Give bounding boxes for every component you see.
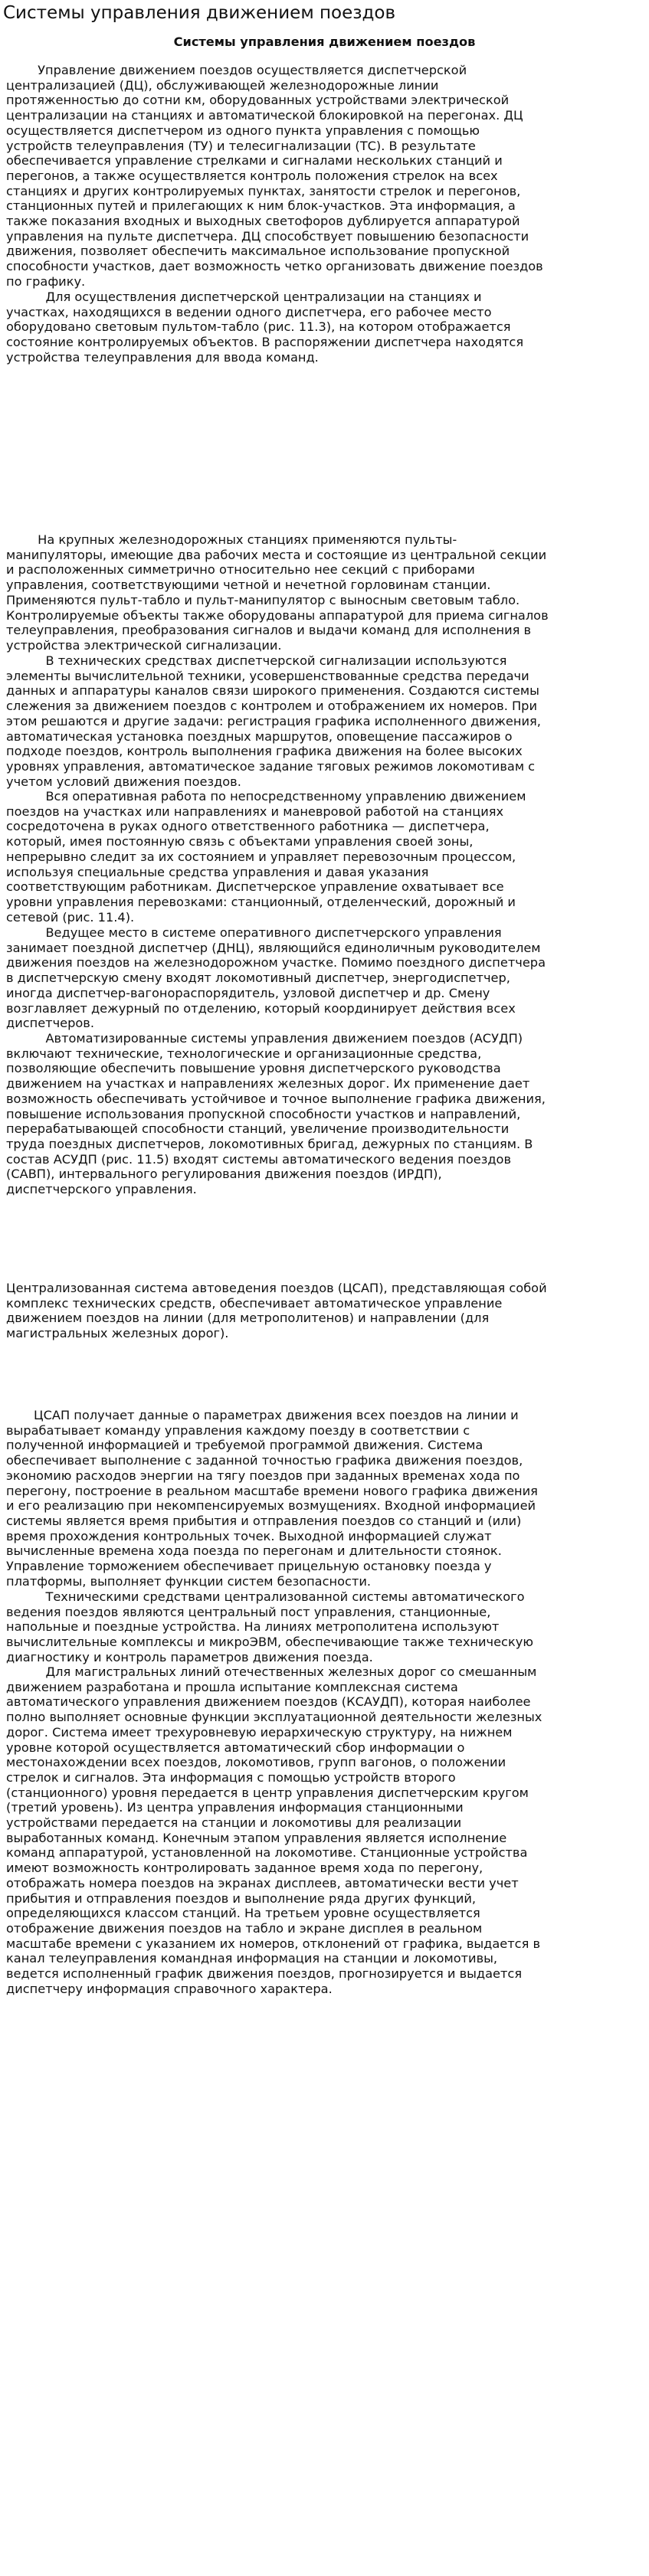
paragraph-tsap-hardware: Техническими средствами централизованной системы автоматического ведения поездов являются центральный пост управления, станционные, напольные и поездные устройства. На линиях метрополитена используют вычислительные комплексы и микроЭВМ, обеспечивающие также техническую диагностику и контроль параметров движения поезда.	[6, 1589, 533, 1664]
document-title: Системы управления движением поездов	[3, 3, 395, 23]
paragraph-train-dispatcher: Ведущее место в системе оперативного диспетчерского управления занимает поездной диспетчер (ДНЦ), являющийся единоличным руководителем движения поездов на железнодорожном участке. Помимо поездного диспетчера в диспетчерскую смену входят локомотивный диспетчер, энергодиспетчер, иногда диспетчер-вагонораспорядитель, узловой диспетчер и др. Смену возглавляет дежурный по отделению, который координирует действия всех диспетчеров.	[6, 925, 546, 1031]
paragraph-control-consoles: На крупных железнодорожных станциях применяются пульты- манипуляторы, имеющие два рабочих места и состоящие из центральной секции и расположенных симметрично относительно нее секций с приборами управления, соответствующими четной и нечетной горловинам станции. Применяются пульт-табло и пульт-манипулятор с выносным световым табло. Контролируемые объекты также оборудованы аппаратурой для приема сигналов телеуправления, преобразования сигналов и выдачи команд для исполнения в устройства электрической сигнализации.	[6, 532, 549, 653]
paragraph-operational-work: Вся оперативная работа по непосредственному управлению движением поездов на участках или направлениях и маневровой работой на станциях сосредоточена в руках одного ответственного работника — диспетчера, который, имея постоянную связь с объектами управления своей зоны, непрерывно следит за их состоянием и управляет перевозочным процессом, используя специальные средства управления и давая указания соответствующим работникам. Диспетчерское управление охватывает все уровни управления перевозками: станционный, отделенческий, дорожный и сетевой (рис. 11.4).	[6, 789, 526, 925]
paragraph-tsap-operation: ЦСАП получает данные о параметрах движения всех поездов на линии и вырабатывает команду управления каждому поезду в соответствии с полученной информацией и требуемой программой движения. Система обеспечивает выполнение с заданной точностью графика движения поездов, экономию расходов энергии на тягу поездов при заданных временах хода по перегону, построение в реальном масштабе времени нового графика движения и его реализацию при некомпенсируемых возмущениях. Входной информацией системы является время прибытия и отправления поездов со станций и (или) время прохождения контрольных точек. Выходной информацией служат вычисленные времена хода поезда по перегонам и длительности стоянок. Управление торможением обеспечивает прицельную остановку поезда у платформы, выполняет функции систем безопасности.	[6, 1408, 538, 1589]
paragraph-ksaudp: Для магистральных линий отечественных железных дорог со смешанным движением разработана и прошла испытание комплексная система автоматического управления движением поездов (КСАУДП), которая наиболее полно выполняет основные функции эксплуатационной деятельности железных дорог. Система имеет трехуровневую иерархическую структуру, на нижнем уровне которой осуществляется автоматический сбор информации о местонахождении всех поездов, локомотивов, групп вагонов, о положении стрелок и сигналов. Эта информация с помощью устройств второго (станционного) уровня передается в центр управления диспетчерским кругом (третий уровень). Из центра управления информация станционными устройствами передается на станции и локомотивы для реализации выработанных команд. Конечным этапом управления является исполнение команд аппаратурой, установленной на локомотиве. Станционные устройства имеют возможность контролировать заданное время хода по перегону, отображать номера поездов на экранах дисплеев, автоматически вести учет прибытия и отправления поездов и выполнение ряда других функций, определяющихся классом станций. На третьем уровне осуществляется отображение движения поездов на табло и экране дисплея в реальном масштабе времени с указанием их номеров, отклонений от графика, выдается в канал телеуправления командная информация на станции и локомотивы, ведется исполненный график движения поездов, прогнозируется и выдается диспетчеру информация справочного характера.	[6, 1664, 542, 1996]
document-subtitle: Системы управления движением поездов	[173, 34, 476, 49]
paragraph-asudp: Автоматизированные системы управления движением поездов (АСУДП) включают технические, технологические и организационные средства, позволяющие обеспечить повышение уровня диспетчерского руководства движением на участках и направлениях железных дорог. Их применение дает возможность обеспечивать устойчивое и точное выполнение графика движения, повышение использования пропускной способности участков и направлений, перерабатывающей способности станций, увеличение производительности труда поездных диспетчеров, локомотивных бригад, дежурных по станциям. В состав АСУДП (рис. 11.5) входят системы автоматического ведения поездов (САВП), интервального регулирования движения поездов (ИРДП), диспетчерского управления.	[6, 1031, 546, 1197]
paragraph-tsap-definition: Централизованная система автоведения поездов (ЦСАП), представляющая собой комплекс технических средств, обеспечивает автоматическое управление движением поездов на линии (для метрополитенов) и направлении (для магистральных железных дорог).	[6, 1281, 547, 1341]
paragraph-dispatcher-workplace: Для осуществления диспетчерской централизации на станциях и участках, находящихся в ведении одного диспетчера, его рабочее место оборудовано световым пультом-табло (рис. 11.3), на котором отображается состояние контролируемых объектов. В распоряжении диспетчера находятся устройства телеуправления для ввода команд.	[6, 290, 524, 365]
paragraph-signalling-technology: В технических средствах диспетчерской сигнализации используются элементы вычислительной техники, усовершенствованные средства передачи данных и аппаратуры каналов связи широкого применения. Создаются системы слежения за движением поездов с контролем и отображением их номеров. При этом решаются и другие задачи: регистрация графика исполненного движения, автоматическая установка поездных маршрутов, оповещение пассажиров о подходе поездов, контроль выполнения графика движения на более высоких уровнях управления, автоматическое задание тяговых режимов локомотивам с учетом условий движения поездов.	[6, 653, 541, 789]
paragraph-dispatcher-centralization: Управление движением поездов осуществляется диспетчерской централизацией (ДЦ), обслуживающей железнодорожные линии протяженностью до сотни км, оборудованных устройствами электрической централизации на станциях и автоматической блокировкой на перегонах. ДЦ осуществляется диспетчером из одного пункта управления с помощью устройств телеуправления (ТУ) и телесигнализации (ТС). В результате обеспечивается управление стрелками и сигналами нескольких станций и перегонов, а также осуществляется контроль положения стрелок на всех станциях и других контролируемых пунктах, занятости стрелок и перегонов, станционных путей и прилегающих к ним блок-участков. Эта информация, а также показания входных и выходных светофоров дублируется аппаратурой управления на пульте диспетчера. ДЦ способствует повышению безопасности движения, позволяет обеспечить максимальное использование пропускной способности участков, дает возможность четко организовать движение поездов по графику.	[6, 63, 543, 289]
